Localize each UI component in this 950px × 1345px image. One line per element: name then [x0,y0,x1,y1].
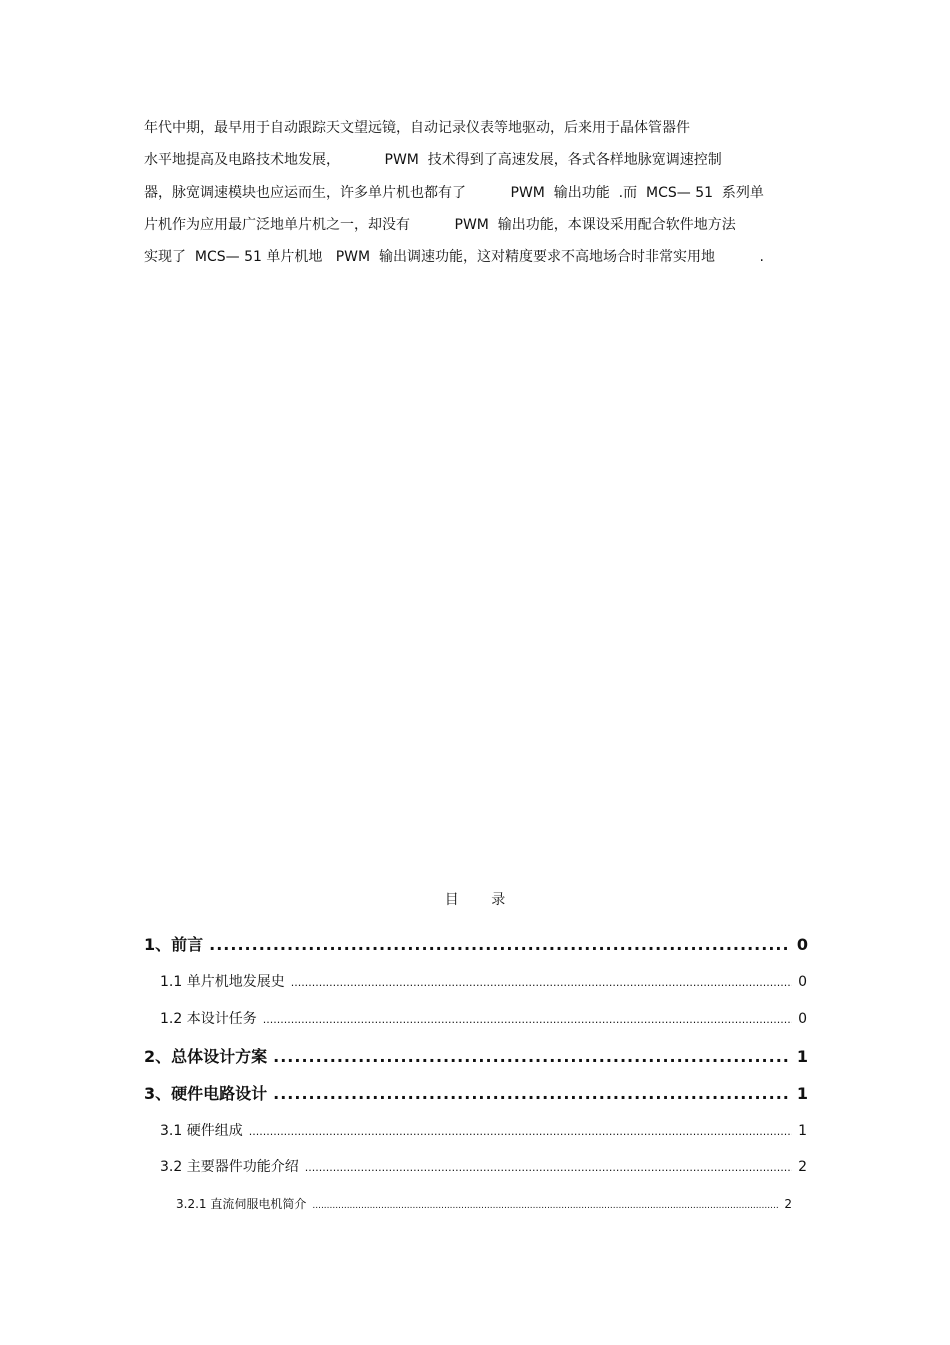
toc-entry-label: 3、硬件电路设计 [144,1084,268,1103]
toc-leader-dots [305,1161,792,1174]
toc-entry-page: 2 [784,1197,792,1211]
toc-entry-label: 3.1 硬件组成 [160,1123,243,1139]
toc-entry-label: 3.2 主要器件功能介绍 [160,1159,299,1175]
toc-entry-label: 1.2 本设计任务 [160,1011,257,1027]
toc-leader-dots [249,1125,792,1138]
toc-entry-page: 0 [796,935,808,954]
toc-entry-page: 1 [798,1123,807,1139]
toc-leader-dots [273,1047,791,1066]
paragraph-line-5: 实现了 MCS— 51 单片机地 PWM 输出调速功能，这对精度要求不高地场合时非常实用地 . [144,249,764,265]
paragraph-line-1: 年代中期，最早用于自动跟踪天文望远镜，自动记录仪表等地驱动，后来用于晶体管器件 [144,120,690,136]
toc-entry-label: 3.2.1 直流伺服电机简介 [176,1197,307,1211]
paragraph-line-3: 器，脉宽调速模块也应运而生，许多单片机也都有了 PWM 输出功能 .而 MCS— 51 系列单 [144,185,764,201]
toc-leader-dots [263,1013,792,1026]
toc-leader-dots [273,1084,791,1103]
toc-entry-page: 2 [798,1159,807,1175]
toc-entry-page: 1 [796,1084,808,1103]
toc-leader-dots [312,1201,778,1211]
toc-entry[interactable] [144,1044,808,1067]
toc-leader-dots [209,935,791,954]
paragraph-line-2: 水平地提高及电路技术地发展， PWM 技术得到了高速发展，各式各样地脉宽调速控制 [144,152,722,168]
toc-entry-page: 1 [796,1047,808,1066]
toc-entry-label: 1、前言 [144,935,204,954]
toc-entry[interactable] [144,932,808,955]
toc-entry-page: 0 [798,1011,807,1027]
toc-entry[interactable] [176,1195,792,1212]
toc-entry[interactable] [160,1156,807,1176]
toc-entry-page: 0 [798,974,807,990]
toc-entry-label: 1.1 单片机地发展史 [160,974,285,990]
toc-entry[interactable] [160,1120,807,1140]
toc-entry[interactable] [160,971,807,991]
toc-entry[interactable] [160,1008,807,1028]
toc-leader-dots [291,976,792,989]
toc-entry-label: 2、总体设计方案 [144,1047,268,1066]
toc-title: 目 录 [444,892,520,908]
paragraph-line-4: 片机作为应用最广泛地单片机之一，却没有 PWM 输出功能，本课设采用配合软件地方法 [144,217,736,233]
toc-entry[interactable] [144,1081,808,1104]
